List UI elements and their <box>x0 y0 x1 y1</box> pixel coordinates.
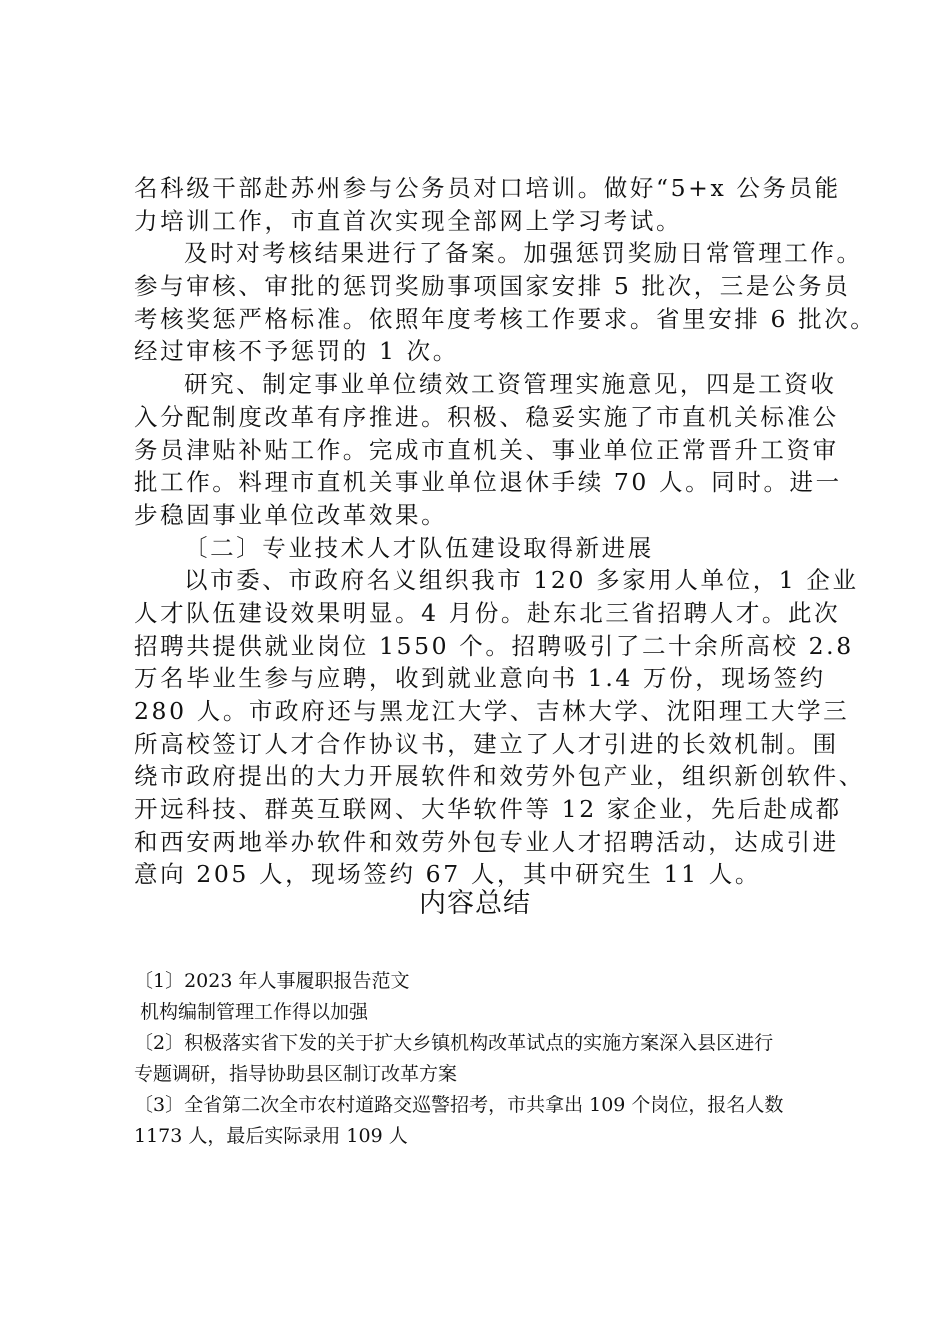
summary-line: 1173 人，最后实际录用 109 人 <box>134 1125 408 1147</box>
body-line: 务员津贴补贴工作。完成市直机关、事业单位正常晋升工资审 <box>134 435 839 464</box>
body-line: 参与审核、审批的惩罚奖励事项国家安排 5 批次，三是公务员 <box>134 272 851 301</box>
body-line: 开远科技、群英互联网、大华软件等 12 家企业，先后赴成都 <box>134 795 842 824</box>
body-line: 经过审核不予惩罚的 1 次。 <box>134 337 459 366</box>
body-line: 万名毕业生参与应聘，收到就业意向书 1.4 万份，现场签约 <box>134 664 826 693</box>
body-line: 力培训工作，市直首次实现全部网上学习考试。 <box>134 206 683 235</box>
summary-line: 〔1〕2023 年人事履职报告范文 <box>134 970 410 992</box>
body-line: 意向 205 人，现场签约 67 人，其中研究生 11 人。 <box>134 860 761 889</box>
body-line: 以市委、市政府名义组织我市 120 多家用人单位，1 企业 <box>184 566 859 595</box>
body-line: 研究、制定事业单位绩效工资管理实施意见，四是工资收 <box>184 370 837 399</box>
body-line: 招聘共提供就业岗位 1550 个。招聘吸引了二十余所高校 2.8 <box>134 631 854 660</box>
body-line: 人才队伍建设效果明显。4 月份。赴东北三省招聘人才。此次 <box>134 598 841 627</box>
body-line: 所高校签订人才合作协议书，建立了人才引进的长效机制。围 <box>134 729 839 758</box>
body-line: 批工作。料理市直机关事业单位退休手续 70 人。同时。进一 <box>134 468 842 497</box>
body-line: 步稳固事业单位改革效果。 <box>134 500 448 529</box>
body-text <box>134 172 877 891</box>
body-line: 绕市政府提出的大力开展软件和效劳外包产业，组织新创软件、 <box>134 762 865 791</box>
body-line: 名科级干部赴苏州参与公务员对口培训。做好“5+x 公务员能 <box>134 174 841 202</box>
body-line: 考核奖惩严格标准。依照年度考核工作要求。省里安排 6 批次。 <box>134 304 877 333</box>
summary-list <box>134 966 854 1152</box>
summary-line: 机构编制管理工作得以加强 <box>140 1001 369 1023</box>
body-line: 280 人。市政府还与黑龙江大学、吉林大学、沈阳理工大学三 <box>134 697 850 725</box>
body-line: 入分配制度改革有序推进。积极、稳妥实施了市直机关标准公 <box>134 402 839 431</box>
summary-line: 〔2〕积极落实省下发的关于扩大乡镇机构改革试点的实施方案深入县区进行 <box>134 1032 774 1054</box>
summary-line: 专题调研，指导协助县区制订改革方案 <box>134 1063 458 1085</box>
section-heading: 〔二〕专业技术人才队伍建设取得新进展 <box>184 533 654 562</box>
summary-title: 内容总结 <box>419 888 531 919</box>
body-line: 及时对考核结果进行了备案。加强惩罚奖励日常管理工作。 <box>184 239 863 268</box>
body-line: 和西安两地举办软件和效劳外包专业人才招聘活动，达成引进 <box>134 827 839 856</box>
summary-line: 〔3〕全省第二次全市农村道路交巡警招考，市共拿出 109 个岗位，报名人数 <box>134 1094 784 1116</box>
